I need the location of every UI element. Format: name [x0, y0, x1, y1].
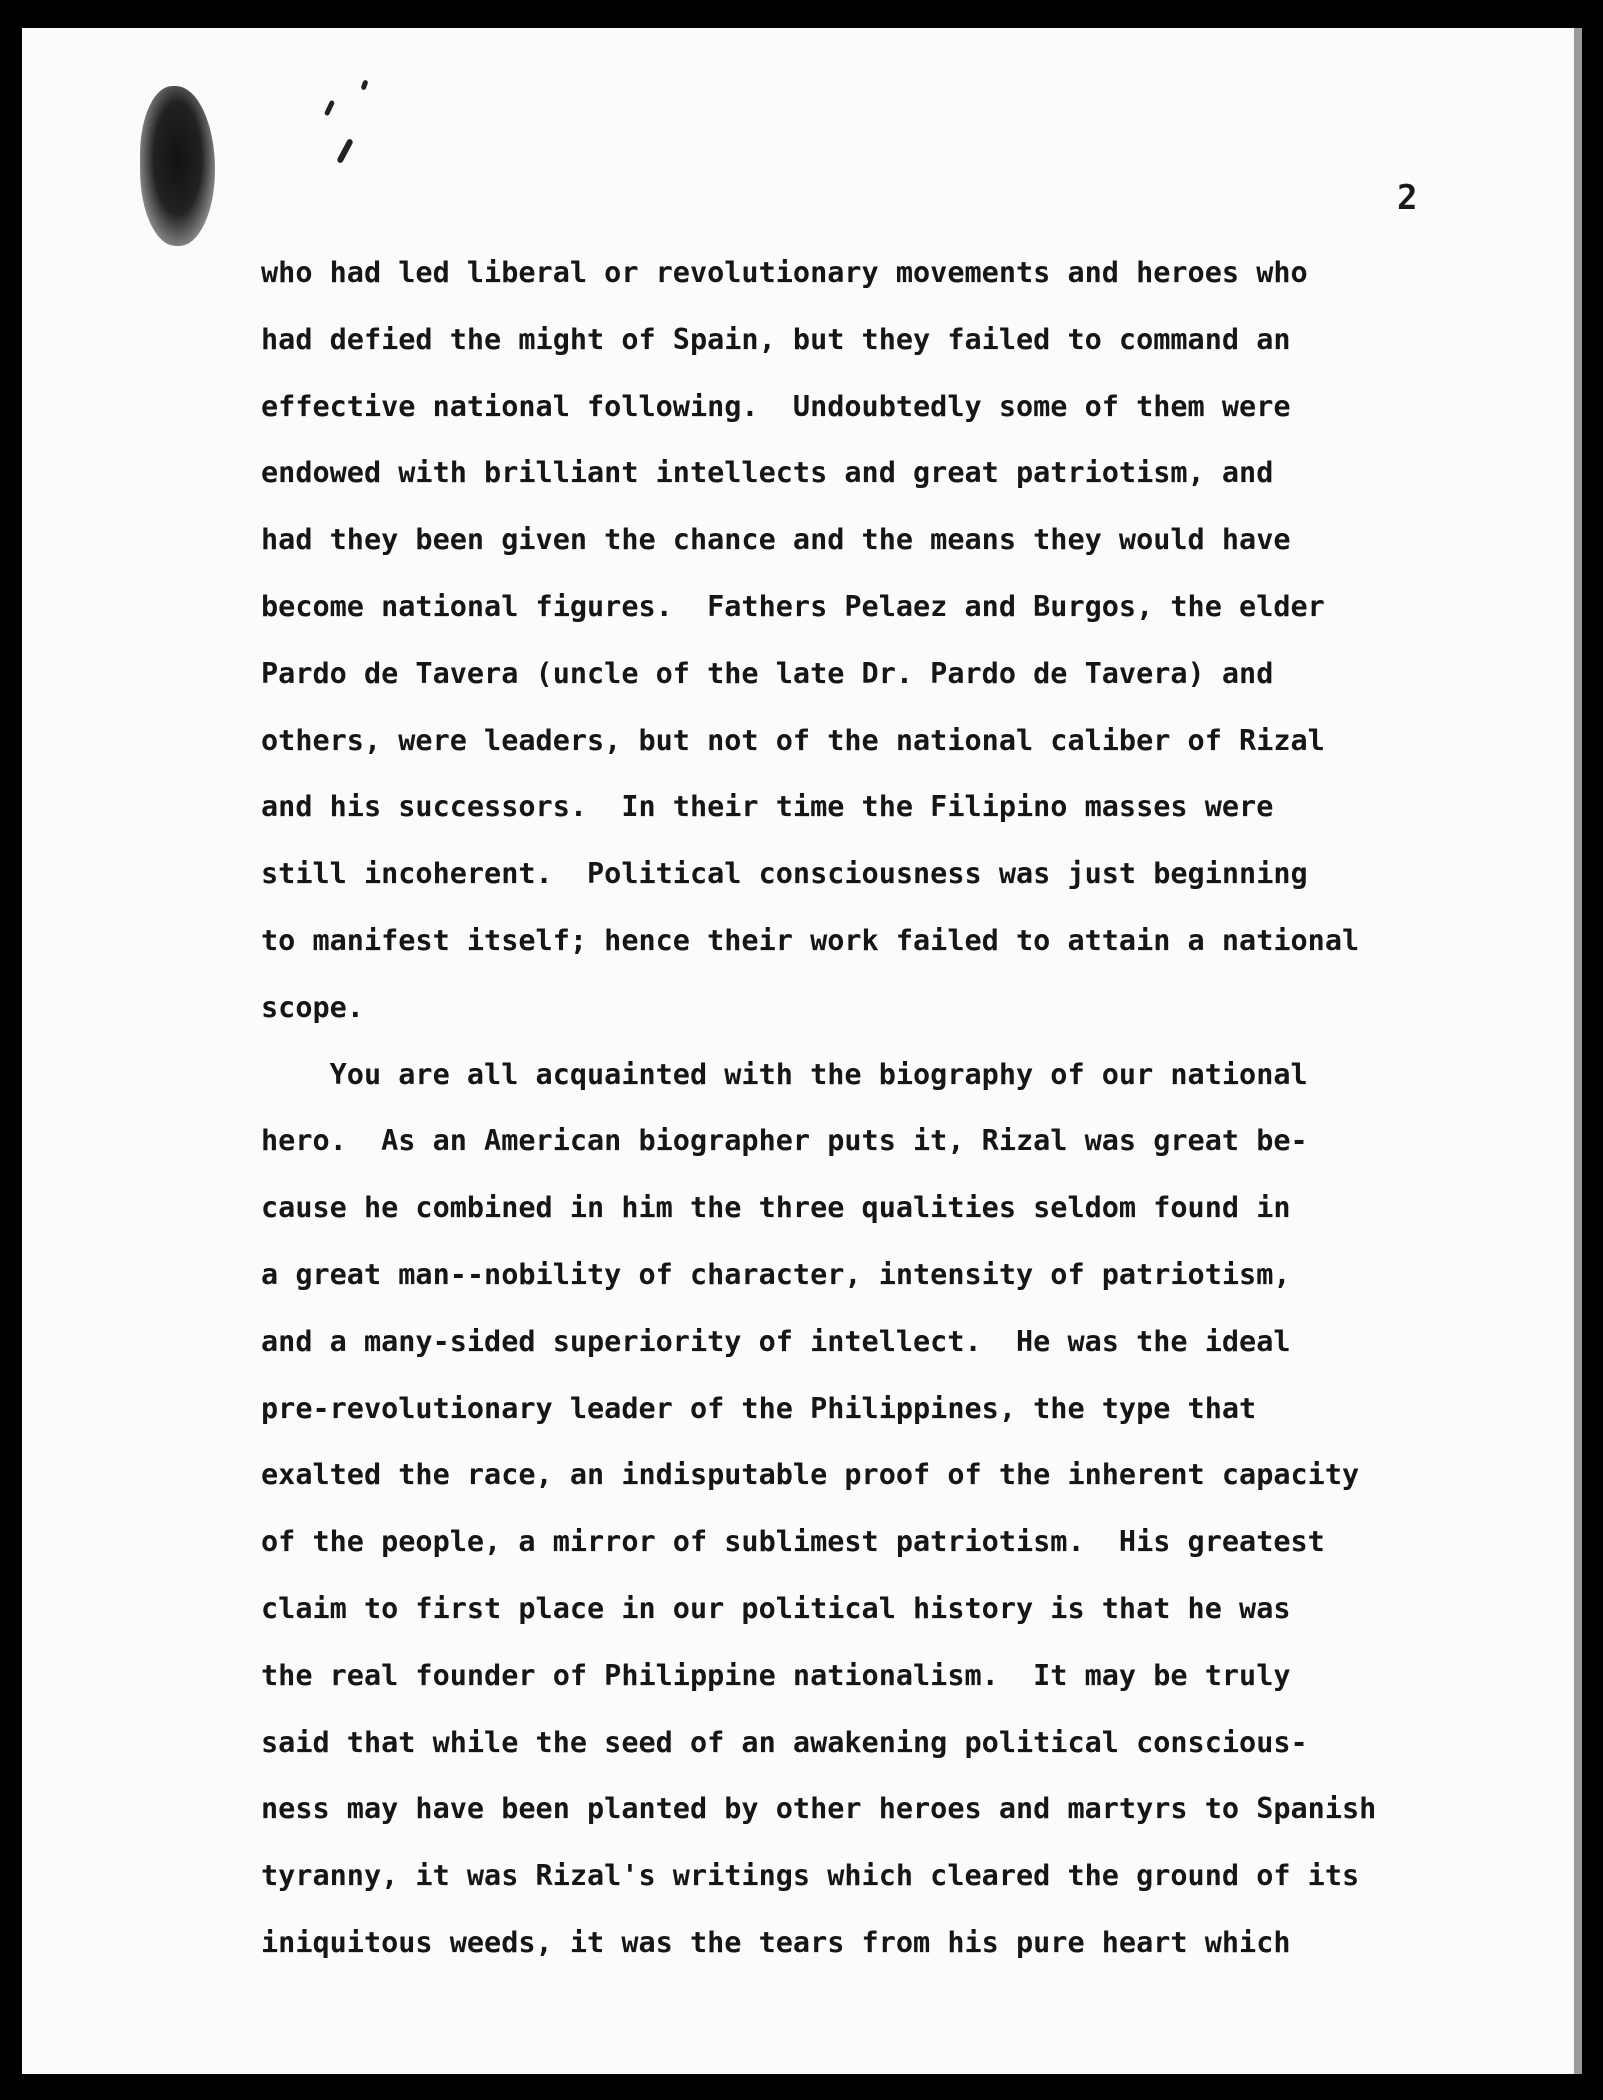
- text-line: of the people, a mirror of sublimest patriotism. His greatest: [261, 1525, 1325, 1559]
- text-line: tyranny, it was Rizal's writings which cleared the ground of its: [261, 1859, 1360, 1893]
- ink-mark: [324, 100, 335, 117]
- text-line: pre-revolutionary leader of the Philippines, the type that: [261, 1391, 1257, 1425]
- ink-mark: [360, 79, 368, 90]
- text-line: Pardo de Tavera (uncle of the late Dr. Pardo de Tavera) and: [261, 656, 1274, 690]
- text-line: the real founder of Philippine nationalism. It may be truly: [261, 1658, 1291, 1692]
- text-line: had they been given the chance and the means they would have: [261, 523, 1291, 557]
- document-page: [22, 28, 1574, 2074]
- text-line: You are all acquainted with the biography of our national: [261, 1057, 1308, 1091]
- text-line: become national figures. Fathers Pelaez and Burgos, the elder: [261, 589, 1325, 623]
- text-line: iniquitous weeds, it was the tears from his pure heart which: [261, 1925, 1291, 1959]
- text-line: still incoherent. Political consciousness was just beginning: [261, 857, 1308, 891]
- text-line: exalted the race, an indisputable proof of the inherent capacity: [261, 1458, 1360, 1492]
- text-line: to manifest itself; hence their work failed to attain a national: [261, 923, 1360, 957]
- text-line: who had led liberal or revolutionary movements and heroes who: [261, 256, 1308, 289]
- page-number: 2: [1397, 178, 1418, 218]
- text-line: said that while the seed of an awakening political conscious-: [261, 1725, 1308, 1759]
- ink-mark: [336, 138, 354, 164]
- text-line: hero. As an American biographer puts it, Rizal was great be-: [261, 1124, 1308, 1158]
- text-line: scope.: [261, 990, 364, 1024]
- text-line: had defied the might of Spain, but they failed to command an: [261, 322, 1291, 356]
- text-line: a great man--nobility of character, intensity of patriotism,: [261, 1257, 1291, 1291]
- text-line: and his successors. In their time the Filipino masses were: [261, 790, 1274, 824]
- typewritten-body: [261, 240, 1376, 1977]
- text-line: effective national following. Undoubtedly some of them were: [261, 389, 1291, 423]
- scan-edge: [1574, 28, 1582, 2074]
- text-line: and a many-sided superiority of intellect. He was the ideal: [261, 1324, 1291, 1358]
- text-line: ness may have been planted by other heroes and martyrs to Spanish: [261, 1792, 1377, 1826]
- text-line: endowed with brilliant intellects and great patriotism, and: [261, 456, 1274, 490]
- ink-blot: [140, 86, 215, 246]
- text-line: others, were leaders, but not of the national caliber of Rizal: [261, 723, 1325, 757]
- text-line: claim to first place in our political history is that he was: [261, 1591, 1291, 1625]
- text-line: cause he combined in him the three qualities seldom found in: [261, 1191, 1291, 1225]
